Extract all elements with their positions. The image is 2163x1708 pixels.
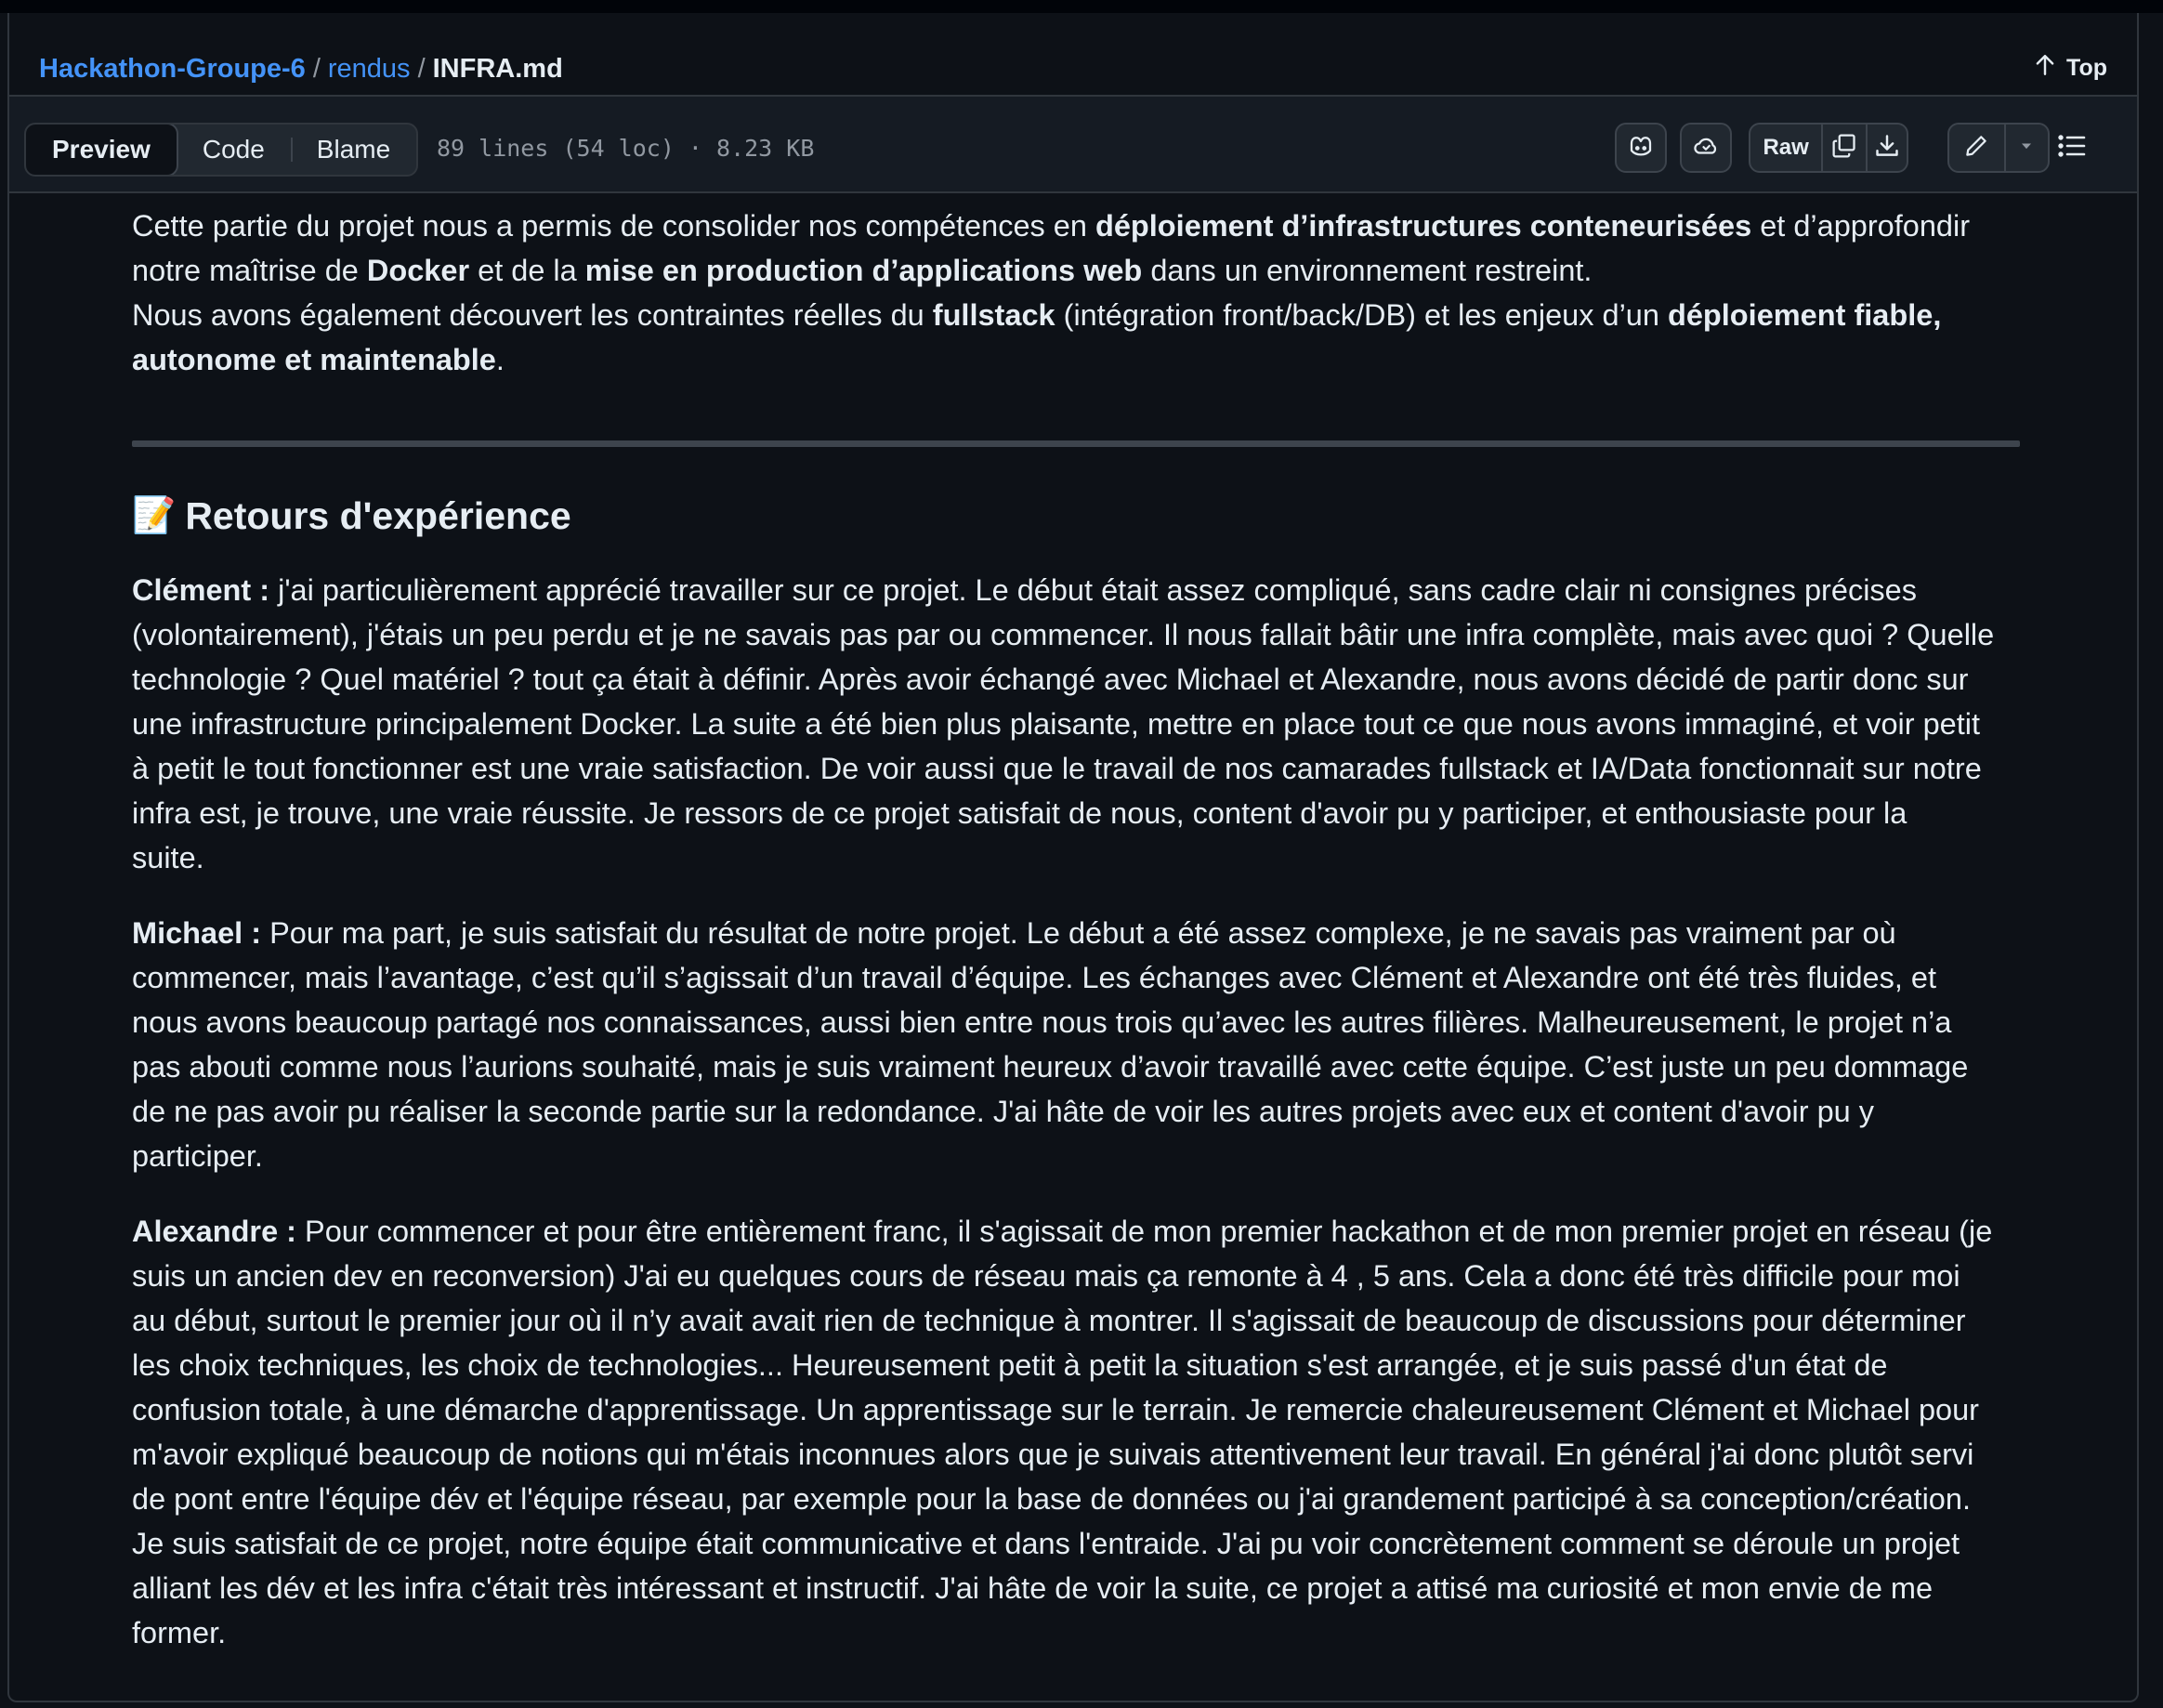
feedback-line: commencer, mais l’avantage, c’est qu’il s’agissait d’un travail d’équipe. Les échanges avec Clément et Alexandre ont été très fluides, et [132,961,1937,994]
intro-bold: mise en production d’applications web [584,254,1143,287]
breadcrumb-separator: / [417,54,426,84]
intro-bold: déploiement d’infrastructures conteneurisées [1095,209,1752,243]
copilot-icon [1627,132,1655,164]
download-button[interactable] [1868,125,1907,171]
intro-paragraph [132,204,2020,382]
feedback-line: alliant les dév et les infra c'était très intéressant et instructif. J'ai hâte de voir la suite, ce projet a attisé ma curiosité et mon envie de me [132,1571,1934,1605]
download-icon [1874,133,1900,164]
codespaces-icon [1692,132,1720,164]
section-heading [132,487,571,545]
feedback-line: au début, surtout le premier jour où il n’y avait avait rien de technique à montrer. Il s'agissait de beaucoup de discussions pour déterminer [132,1304,1966,1337]
copy-raw-button[interactable] [1823,125,1868,171]
intro-text: Nous avons également découvert les contraintes réelles du [132,298,933,332]
raw-button-label: Raw [1763,135,1809,160]
window-top-strip [0,0,2163,13]
intro-line [132,293,2020,337]
feedback-line: nous avons beaucoup partagé nos connaissances, aussi bien entre nous trois qu’avec les autres filières. Malheureusement, le projet n’a [132,1005,1952,1039]
feedback-text: Pour ma part, je suis satisfait du résultat de notre projet. Le début a été assez complexe, je ne savais pas vraiment par où [261,916,1896,950]
feedback-line: technologie ? Quel matériel ? tout ça était à définir. Après avoir échangé avec Michael et Alexandre, nous avons décidé de partir donc sur [132,663,1969,696]
intro-text: (intégration front/back/DB) et les enjeux d’un [1055,298,1668,332]
breadcrumb-separator: / [312,54,321,84]
list-unordered-icon [2057,131,2087,165]
feedback-line: les choix techniques, les choix de technologies... Heureusement petit à petit la situation s'est arrangée, et je suis passé d'un état de [132,1348,1888,1382]
intro-bold: déploiement fiable, [1668,298,1942,332]
tab-code[interactable]: Code [202,135,265,164]
feedback-line: confusion totale, à une démarche d'apprentissage. Un apprentissage sur le terrain. Je remercie chaleureusement Clément et Michael pour [132,1393,1979,1426]
intro-bold: fullstack [932,298,1055,332]
feedback-line [132,568,2027,612]
feedback-line: m'avoir expliqué beaucoup de notions qui m'étais inconnues alors que je suivais attentivement leur travail. En général j'ai donc plutôt servi [132,1438,1974,1471]
feedback-text: Pour commencer et pour être entièrement franc, il s'agissait de mon premier hackathon et de mon premier projet en réseau (je [296,1215,1993,1248]
raw-button[interactable] [1750,125,1823,171]
feedback-line: Je suis satisfait de ce projet, notre équipe était communicative et dans l'entraide. J'ai pu voir concrètement comment se déroule un projet [132,1527,1960,1560]
top-button-label: Top [2066,54,2107,81]
intro-text: et de la [469,254,585,287]
feedback-clement [132,568,2027,880]
feedback-line: infra est, je trouve, une vraie réussite. Je ressors de ce projet satisfait de nous, content d'avoir pu y participer, et enthousiaste pour la [132,796,1907,830]
feedback-line: pas abouti comme nous l’aurions souhaité, mais je suis vraiment heureux d’avoir travaillé avec cette équipe. C’est juste un peu dommage [132,1050,1969,1084]
feedback-line: (volontairement), j'étais un peu perdu et je ne savais pas par ou commencer. Il nous fallait bâtir une infra complète, mais avec quoi ? Quelle [132,618,1995,651]
copilot-button[interactable] [1615,123,1667,173]
view-mode-tabs [24,123,418,177]
intro-line [132,248,2020,293]
feedback-author: Alexandre : [132,1215,297,1248]
breadcrumb-repo-link[interactable]: Hackathon-Groupe-6 [39,54,306,84]
file-toolbar [9,97,2137,193]
edit-options-button[interactable] [2006,125,2048,171]
outline-button[interactable] [2046,123,2098,173]
edit-group [1947,123,2050,173]
feedback-line: de pont entre l'équipe dév et l'équipe réseau, par exemple pour la base de données ou j'ai grandement participé à sa conception/création. [132,1482,1971,1516]
file-info: 89 lines (54 loc) · 8.23 KB [437,135,815,162]
intro-bold: Docker [366,254,470,287]
codespaces-button[interactable] [1680,123,1732,173]
edit-button[interactable] [1949,125,2006,171]
intro-text: . [495,343,505,376]
feedback-line: à petit le tout fonctionner est une vraie satisfaction. De voir aussi que le travail de nos camarades fullstack et IA/Data fonctionnait sur notre [132,752,1982,785]
breadcrumb-folder-link[interactable]: rendus [327,54,411,84]
feedback-alexandre [132,1209,2027,1655]
feedback-line: une infrastructure principalement Docker. La suite a été bien plus plaisante, mettre en place tout ce que nous avons immaginé, et voir petit [132,707,1981,741]
intro-text: dans un environnement restreint. [1142,254,1593,287]
feedback-line [132,1209,2027,1254]
breadcrumb [39,50,563,87]
intro-bold: autonome et maintenable [132,343,496,376]
feedback-author: Clément : [132,573,270,607]
intro-line [132,337,2020,382]
intro-text: notre maîtrise de [132,254,367,287]
raw-copy-download-group [1749,123,1908,173]
tab-blame[interactable]: Blame [291,125,416,175]
feedback-text: j'ai particulièrement apprécié travailler sur ce projet. Le début était assez compliqué, sans cadre clair ni consignes précises [269,573,1917,607]
feedback-michael [132,911,2027,1178]
feedback-line [132,911,2027,955]
feedback-line: de ne pas avoir pu réaliser la seconde partie sur la redondance. J'ai hâte de voir les autres projets avec eux et content d'avoir pu y [132,1095,1875,1128]
pencil-icon [1963,133,1989,164]
arrow-up-icon [2033,53,2057,84]
breadcrumb-file-name: INFRA.md [432,54,563,84]
file-viewer [7,13,2139,1702]
intro-text: Cette partie du projet nous a permis de consolider nos compétences en [132,209,1095,243]
feedback-line: suis un ancien dev en reconversion) J'ai eu quelques cours de réseau mais ça remonte à 4 , 5 ans. Cela a donc été très difficile pour moi [132,1259,1960,1293]
triangle-down-icon [2017,137,2036,160]
section-heading-title: Retours d'expérience [185,494,571,537]
top-button[interactable] [2033,48,2107,87]
copy-icon [1831,133,1857,164]
feedback-author: Michael : [132,916,262,950]
tab-preview[interactable]: Preview [24,123,178,177]
feedback-line: suite. [132,841,204,874]
intro-line [132,204,2020,248]
intro-text: et d’approfondir [1751,209,1971,243]
horizontal-rule [132,440,2020,447]
memo-icon: 📝 [132,496,177,535]
feedback-line: participer. [132,1139,263,1173]
feedback-line: former. [132,1616,227,1649]
